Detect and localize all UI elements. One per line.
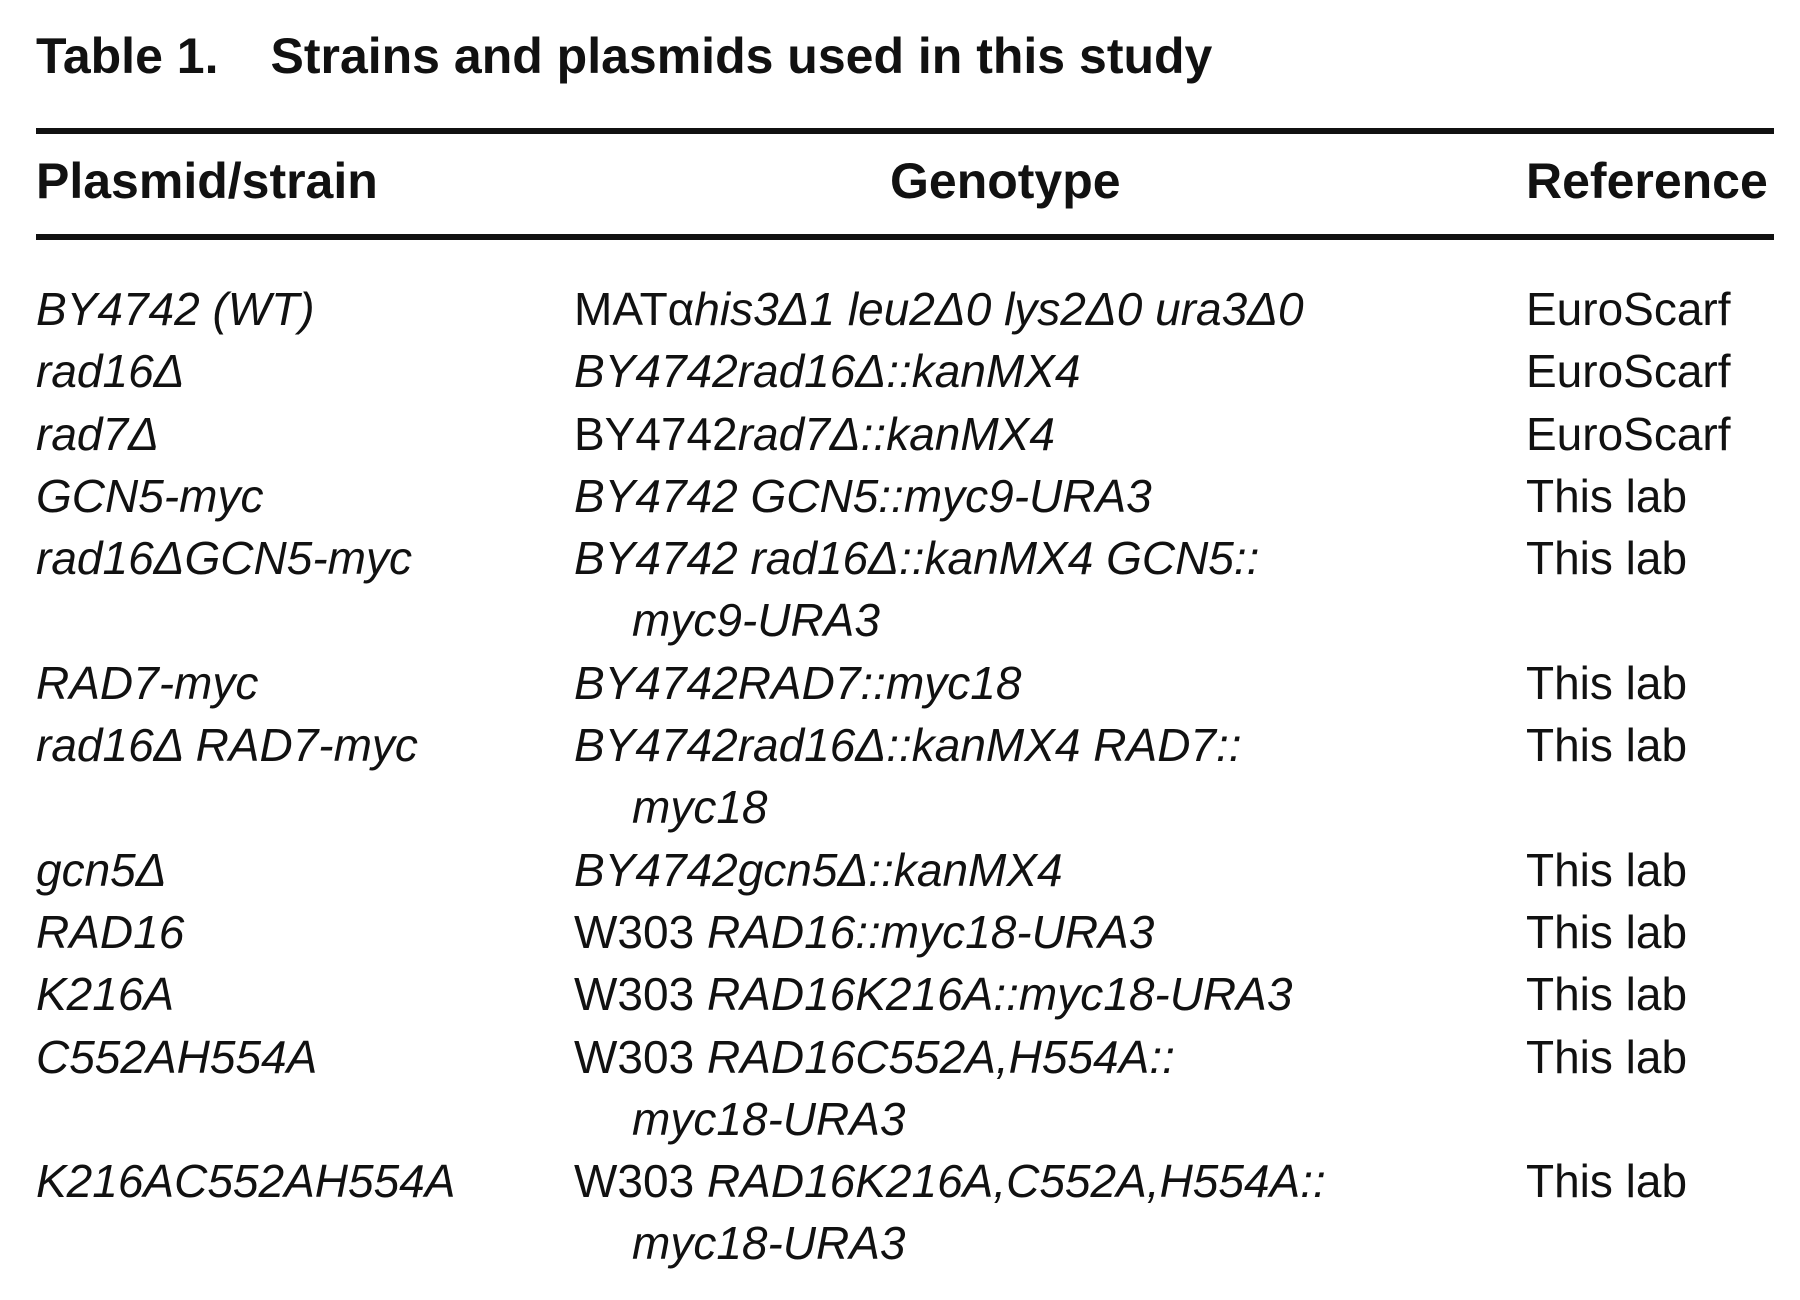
cell-genotype — [574, 839, 1063, 901]
cell-genotype — [574, 963, 1292, 1025]
cell-strain: rad16Δ — [36, 345, 185, 398]
genotype-line — [574, 470, 1152, 522]
genotype-line — [574, 408, 1055, 460]
table-row — [36, 1026, 1774, 1151]
genotype-line — [574, 968, 1292, 1020]
genotype-segment: W303 — [574, 1155, 707, 1208]
genotype-line — [574, 1031, 1175, 1083]
genotype-segment: BY4742RAD7::myc18 — [574, 656, 1022, 709]
cell-reference: This lab — [1526, 1155, 1688, 1208]
genotype-segment: RAD16K216A::myc18-URA3 — [706, 968, 1293, 1021]
cell-strain: C552AH554A — [36, 1030, 318, 1083]
genotype-segment: BY4742 rad16Δ::kanMX4 GCN5:: — [574, 532, 1260, 585]
cell-strain: RAD16 — [36, 905, 185, 958]
genotype-line — [574, 532, 1259, 584]
header-rule — [36, 234, 1774, 240]
table-document — [36, 26, 1774, 1275]
cell-strain: BY4742 (WT) — [36, 283, 315, 335]
table-row — [36, 652, 1774, 714]
cell-reference: EuroScarf — [1526, 283, 1731, 335]
genotype-segment: BY4742gcn5Δ::kanMX4 — [574, 843, 1063, 896]
table-body — [36, 278, 1774, 1275]
cell-genotype — [574, 403, 1055, 465]
genotype-segment: W303 — [574, 905, 707, 958]
genotype-line — [574, 906, 1154, 958]
column-header-genotype: Genotype — [890, 153, 1121, 209]
cell-genotype — [574, 340, 1081, 402]
genotype-segment: BY4742rad16Δ::kanMX4 — [574, 345, 1081, 398]
table-label: Table 1. — [36, 28, 219, 84]
cell-reference: This lab — [1526, 719, 1688, 772]
genotype-line — [574, 283, 1304, 335]
cell-reference: This lab — [1526, 532, 1688, 585]
genotype-line — [574, 657, 1021, 709]
cell-reference: This lab — [1526, 656, 1688, 709]
genotype-segment: rad7Δ::kanMX4 — [737, 407, 1055, 460]
genotype-segment: RAD16K216A,C552A,H554A:: — [706, 1155, 1326, 1208]
table-row — [36, 465, 1774, 527]
table-row — [36, 278, 1774, 340]
table-row — [36, 714, 1774, 839]
table-row — [36, 839, 1774, 901]
table-row — [36, 1150, 1774, 1275]
cell-reference: This lab — [1526, 843, 1688, 896]
genotype-line — [574, 345, 1081, 397]
genotype-line — [574, 719, 1242, 771]
genotype-line — [574, 1155, 1326, 1207]
cell-genotype — [574, 465, 1152, 527]
cell-strain: gcn5Δ — [36, 843, 167, 896]
genotype-segment: RAD16C552A,H554A:: — [706, 1030, 1175, 1083]
cell-strain: K216A — [36, 968, 175, 1021]
genotype-segment: BY4742 GCN5::myc9-URA3 — [574, 469, 1152, 522]
genotype-segment: BY4742rad16Δ::kanMX4 RAD7:: — [574, 719, 1242, 772]
cell-strain: rad7Δ — [36, 407, 159, 460]
genotype-continuation: myc9-URA3 — [632, 594, 880, 647]
genotype-segment: RAD16::myc18-URA3 — [706, 905, 1155, 958]
cell-reference: EuroScarf — [1526, 345, 1731, 398]
cell-reference: This lab — [1526, 968, 1688, 1021]
cell-genotype — [574, 278, 1304, 340]
cell-reference: This lab — [1526, 469, 1688, 522]
genotype-continuation: myc18-URA3 — [632, 1217, 906, 1270]
cell-genotype — [574, 901, 1154, 963]
column-header-reference: Reference — [1526, 153, 1768, 209]
cell-reference: This lab — [1526, 1030, 1688, 1083]
genotype-segment: W303 — [574, 968, 707, 1021]
genotype-segment: BY4742 — [574, 407, 738, 460]
cell-strain: rad16ΔGCN5-myc — [36, 532, 412, 585]
cell-strain: rad16Δ RAD7-myc — [36, 719, 418, 772]
column-header-strain: Plasmid/strain — [36, 153, 378, 209]
table-row — [36, 340, 1774, 402]
cell-strain: K216AC552AH554A — [36, 1155, 456, 1208]
table-caption: Strains and plasmids used in this study — [270, 28, 1213, 84]
cell-genotype — [574, 1150, 1326, 1275]
table-title — [36, 26, 1774, 86]
table-header — [36, 134, 1774, 234]
genotype-segment: W303 — [574, 1030, 707, 1083]
cell-genotype — [574, 527, 1259, 652]
cell-reference: EuroScarf — [1526, 407, 1731, 460]
table-row — [36, 403, 1774, 465]
table-row — [36, 527, 1774, 652]
cell-genotype — [574, 1026, 1175, 1151]
cell-strain: GCN5-myc — [36, 469, 264, 522]
genotype-continuation: myc18-URA3 — [632, 1092, 906, 1145]
genotype-line — [574, 844, 1063, 896]
genotype-segment: his3Δ1 leu2Δ0 lys2Δ0 ura3Δ0 — [694, 283, 1304, 335]
cell-reference: This lab — [1526, 905, 1688, 958]
cell-genotype — [574, 714, 1242, 839]
table-row — [36, 901, 1774, 963]
cell-genotype — [574, 652, 1021, 714]
genotype-segment: MATα — [574, 283, 695, 335]
genotype-continuation: myc18 — [632, 781, 768, 834]
cell-strain: RAD7-myc — [36, 656, 259, 709]
table-row — [36, 963, 1774, 1025]
